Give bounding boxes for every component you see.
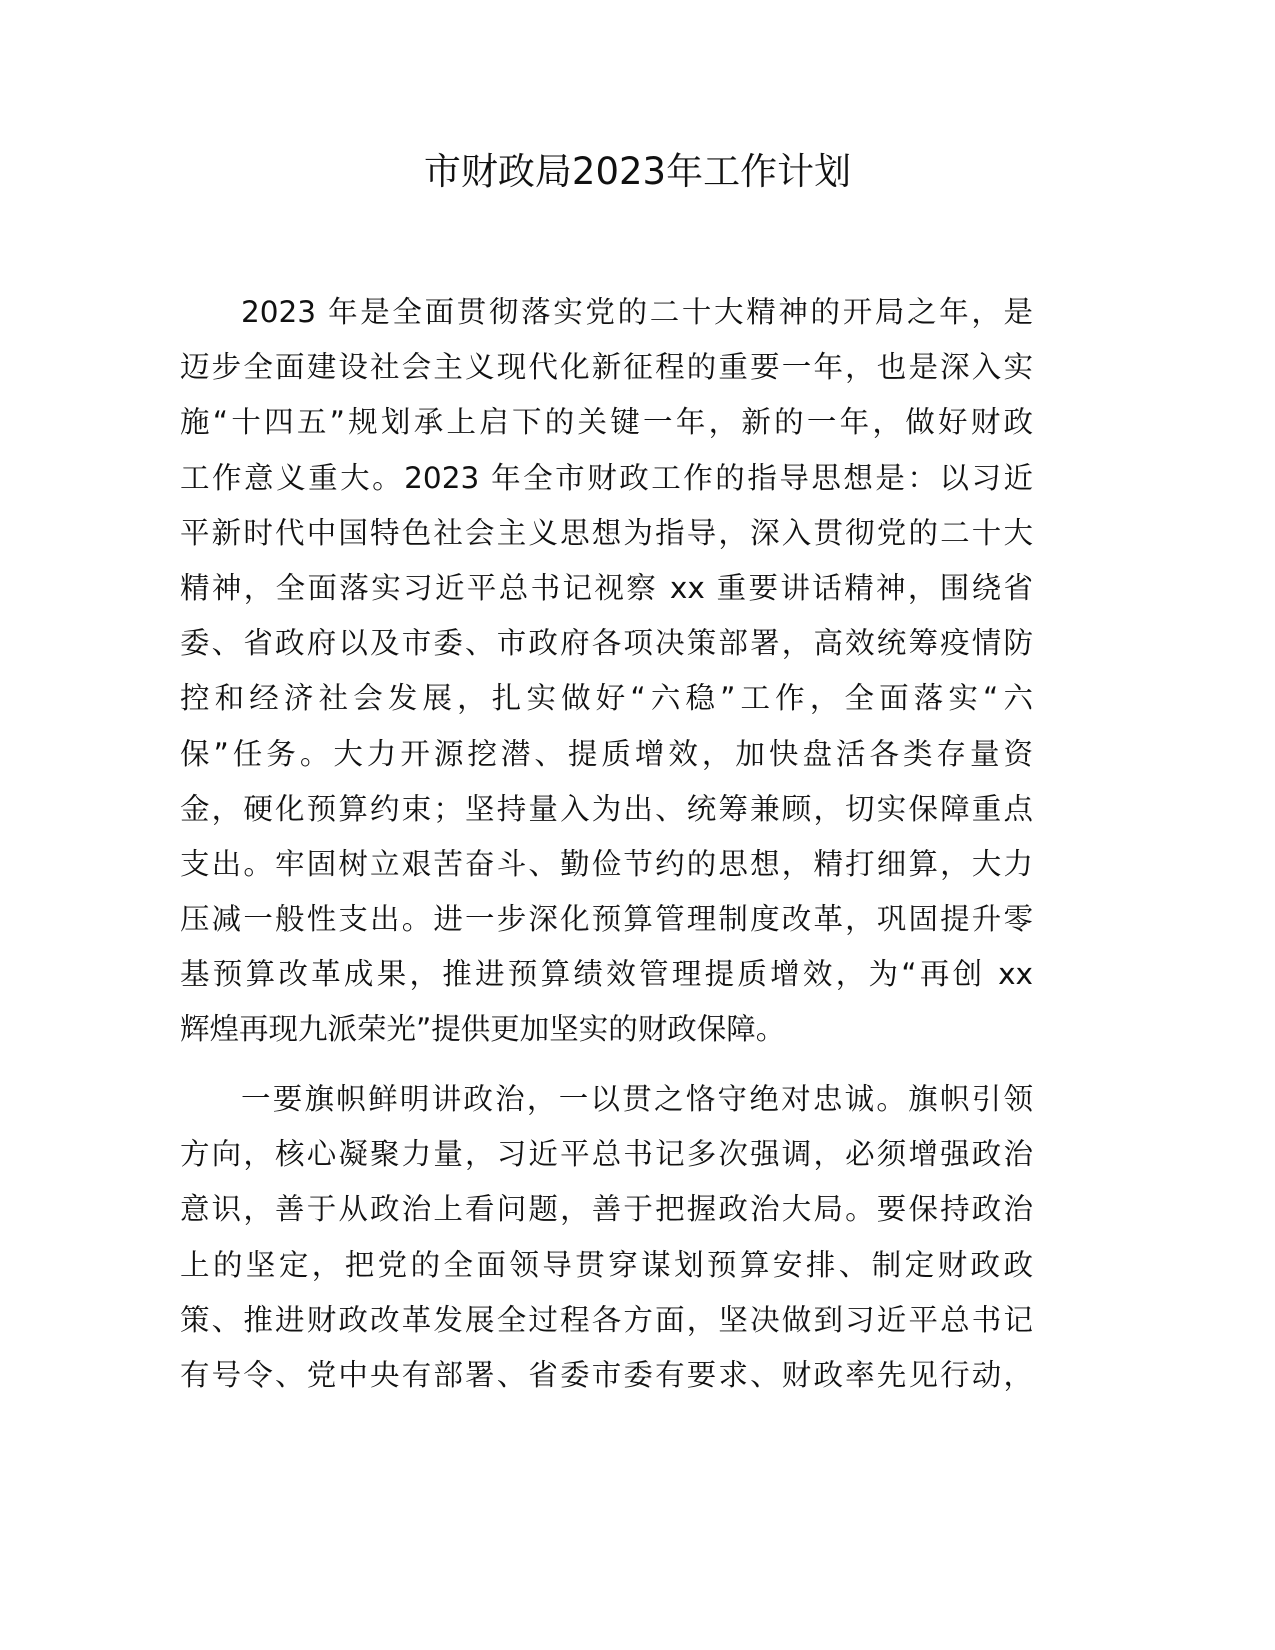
paragraph-politics [180, 1072, 1033, 1403]
text-line: 平新时代中国特色社会主义思想为指导，深入贯彻党的二十大 [180, 515, 1033, 550]
text-line: 施“十四五”规划承上启下的关键一年，新的一年，做好财政 [180, 405, 1033, 440]
text-line: 一要旗帜鲜明讲政治，一以贯之恪守绝对忠诚。旗帜引领 [241, 1082, 1033, 1116]
text-line: 基预算改革成果，推进预算绩效管理提质增效，为“再创 xx [180, 957, 1033, 992]
text-line: 金，硬化预算约束；坚持量入为出、统筹兼顾，切实保障重点 [180, 791, 1033, 826]
text-line: 有号令、党中央有部署、省委市委有要求、财政率先见行动， [180, 1357, 1033, 1392]
paragraph-intro [180, 285, 1033, 1058]
text-line: 支出。牢固树立艰苦奋斗、勤俭节约的思想，精打细算，大力 [180, 846, 1033, 881]
text-line: 控和经济社会发展，扎实做好“六稳”工作，全面落实“六 [180, 681, 1033, 716]
text-line: 意识，善于从政治上看问题，善于把握政治大局。要保持政治 [180, 1192, 1033, 1227]
text-line: 方向，核心凝聚力量，习近平总书记多次强调，必须增强政治 [180, 1137, 1033, 1172]
text-line: 迈步全面建设社会主义现代化新征程的重要一年，也是深入实 [180, 350, 1033, 385]
text-line: 工作意义重大。2023 年全市财政工作的指导思想是：以习近 [180, 460, 1033, 495]
text-line: 上的坚定，把党的全面领导贯穿谋划预算安排、制定财政政 [180, 1247, 1033, 1282]
text-line: 2023 年是全面贯彻落实党的二十大精神的开局之年，是 [241, 295, 1033, 329]
text-line: 精神，全面落实习近平总书记视察 xx 重要讲话精神，围绕省 [180, 570, 1033, 605]
text-line: 策、推进财政改革发展全过程各方面，坚决做到习近平总书记 [180, 1302, 1033, 1337]
text-line: 辉煌再现九派荣光”提供更加坚实的财政保障。 [180, 1012, 786, 1047]
text-line: 保”任务。大力开源挖潜、提质增效，加快盘活各类存量资 [180, 736, 1033, 771]
text-line: 委、省政府以及市委、市政府各项决策部署，高效统筹疫情防 [180, 626, 1033, 661]
text-line: 压减一般性支出。进一步深化预算管理制度改革，巩固提升零 [180, 902, 1033, 937]
document-title: 市财政局2023年工作计划 [423, 150, 852, 193]
